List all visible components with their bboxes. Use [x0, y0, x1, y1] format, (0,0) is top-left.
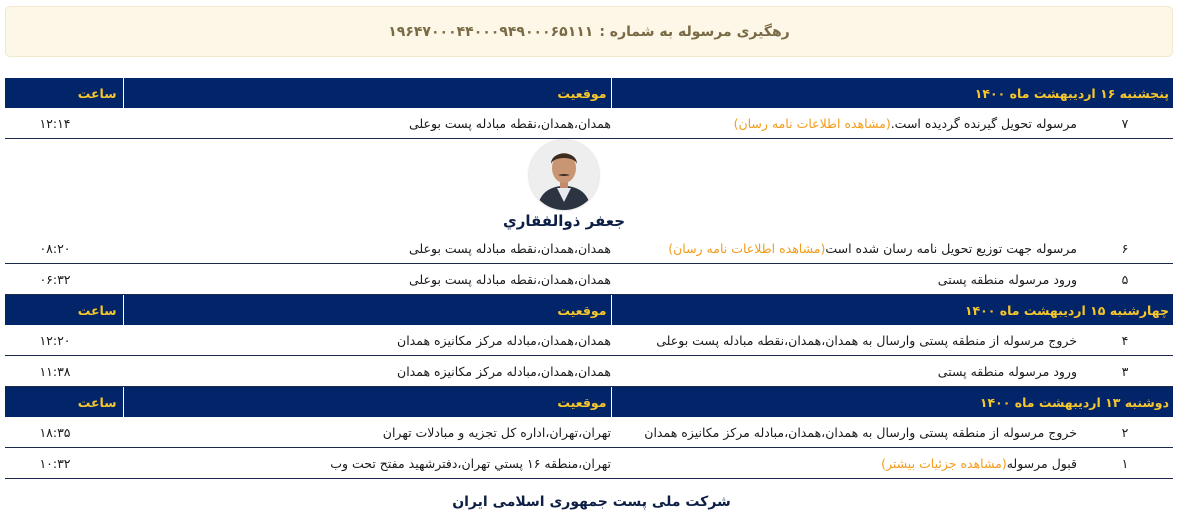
view-carrier-info-link[interactable]: (مشاهده اطلاعات نامه رسان) [668, 240, 826, 256]
table-row [5, 356, 1173, 387]
row-index: ۷ [1077, 108, 1173, 139]
row-location: تهران،تهران،اداره کل تجزیه و مبادلات تهران [123, 417, 611, 448]
row-location: تهران،منطقه ۱۶ پستي تهران،دفترشهید مفتح تحت وب [123, 448, 611, 479]
carrier-name: جعفر ذوالفقاري [502, 212, 626, 230]
carrier-info-row [5, 139, 1173, 234]
row-time [5, 108, 123, 139]
group-date: پنجشنبه ۱۶ اردیبهشت ماه ۱۴۰۰ [611, 78, 1173, 108]
row-time [5, 264, 123, 295]
row-description-text: مرسوله تحویل گیرنده گردیده است. [890, 115, 1077, 131]
tracking-banner [5, 6, 1173, 57]
row-description [611, 233, 1077, 264]
row-description-text: قبول مرسوله [1006, 455, 1077, 471]
row-description: ورود مرسوله منطقه پستی [611, 264, 1077, 295]
row-location: همدان،همدان،نقطه مبادله پست بوعلی [123, 264, 611, 295]
group-date: دوشنبه ۱۳ اردیبهشت ماه ۱۴۰۰ [611, 387, 1173, 418]
row-index: ۴ [1077, 325, 1173, 356]
column-location-header: موقعیت [123, 78, 611, 108]
row-description: خروج مرسوله از منطقه پستی وارسال به همدان،همدان،مبادله مرکز مکانیزه همدان [611, 417, 1077, 448]
row-index: ۳ [1077, 356, 1173, 387]
footer-company-name: شرکت ملی پست جمهوری اسلامی ایران [452, 494, 731, 510]
row-index: ۶ [1077, 233, 1173, 264]
row-index: ۱ [1077, 448, 1173, 479]
row-description [611, 448, 1077, 479]
row-time [5, 417, 123, 448]
carrier-avatar [529, 140, 599, 210]
row-time [5, 356, 123, 387]
row-description [611, 108, 1077, 139]
row-time-text: ۱۲:۱۴ [39, 115, 71, 131]
row-location: همدان،همدان،مبادله مرکز مکانیزه همدان [123, 356, 611, 387]
tracking-table [5, 78, 1173, 479]
row-time-text: ۰۶:۳۲ [39, 271, 71, 287]
row-time-text: ۱۰:۳۲ [39, 455, 71, 471]
column-time-header: ساعت [5, 78, 123, 108]
row-description: خروج مرسوله از منطقه پستی وارسال به همدان،همدان،نقطه مبادله پست بوعلی [611, 325, 1077, 356]
row-time [5, 233, 123, 264]
group-header [5, 387, 1173, 418]
column-location-header: موقعیت [123, 295, 611, 326]
table-row [5, 448, 1173, 479]
group-header [5, 295, 1173, 326]
row-time-text: ۱۲:۲۰ [39, 332, 71, 348]
group-header [5, 78, 1173, 108]
column-location-header: موقعیت [123, 387, 611, 418]
row-location: همدان،همدان،مبادله مرکز مکانیزه همدان [123, 325, 611, 356]
row-index: ۲ [1077, 417, 1173, 448]
carrier-card [503, 140, 625, 230]
row-time-text: ۱۸:۳۵ [39, 424, 71, 440]
table-row [5, 108, 1173, 139]
row-location: همدان،همدان،نقطه مبادله پست بوعلی [123, 233, 611, 264]
row-description: ورود مرسوله منطقه پستی [611, 356, 1077, 387]
column-time-header: ساعت [5, 295, 123, 326]
row-time [5, 325, 123, 356]
table-row [5, 233, 1173, 264]
table-row [5, 417, 1173, 448]
tracking-label: رهگیری مرسوله به شماره : [599, 23, 790, 40]
table-row [5, 325, 1173, 356]
view-carrier-info-link[interactable]: (مشاهده اطلاعات نامه رسان) [733, 115, 891, 131]
row-location: همدان،همدان،نقطه مبادله پست بوعلی [123, 108, 611, 139]
row-time [5, 448, 123, 479]
person-photo-icon [529, 140, 599, 210]
table-row [5, 264, 1173, 295]
row-time-text: ۱۱:۳۸ [39, 363, 71, 379]
row-time-text: ۰۸:۲۰ [39, 240, 71, 256]
group-date: چهارشنبه ۱۵ اردیبهشت ماه ۱۴۰۰ [611, 295, 1173, 326]
tracking-number: ۱۹۶۴۷۰۰۰۴۴۰۰۰۹۴۹۰۰۰۶۵۱۱۱ [388, 23, 594, 40]
row-description-text: مرسوله جهت توزیع تحویل نامه رسان شده است [825, 240, 1077, 256]
column-time-header: ساعت [5, 387, 123, 418]
view-more-details-link[interactable]: (مشاهده جزئیات بیشتر) [881, 455, 1007, 471]
row-index: ۵ [1077, 264, 1173, 295]
